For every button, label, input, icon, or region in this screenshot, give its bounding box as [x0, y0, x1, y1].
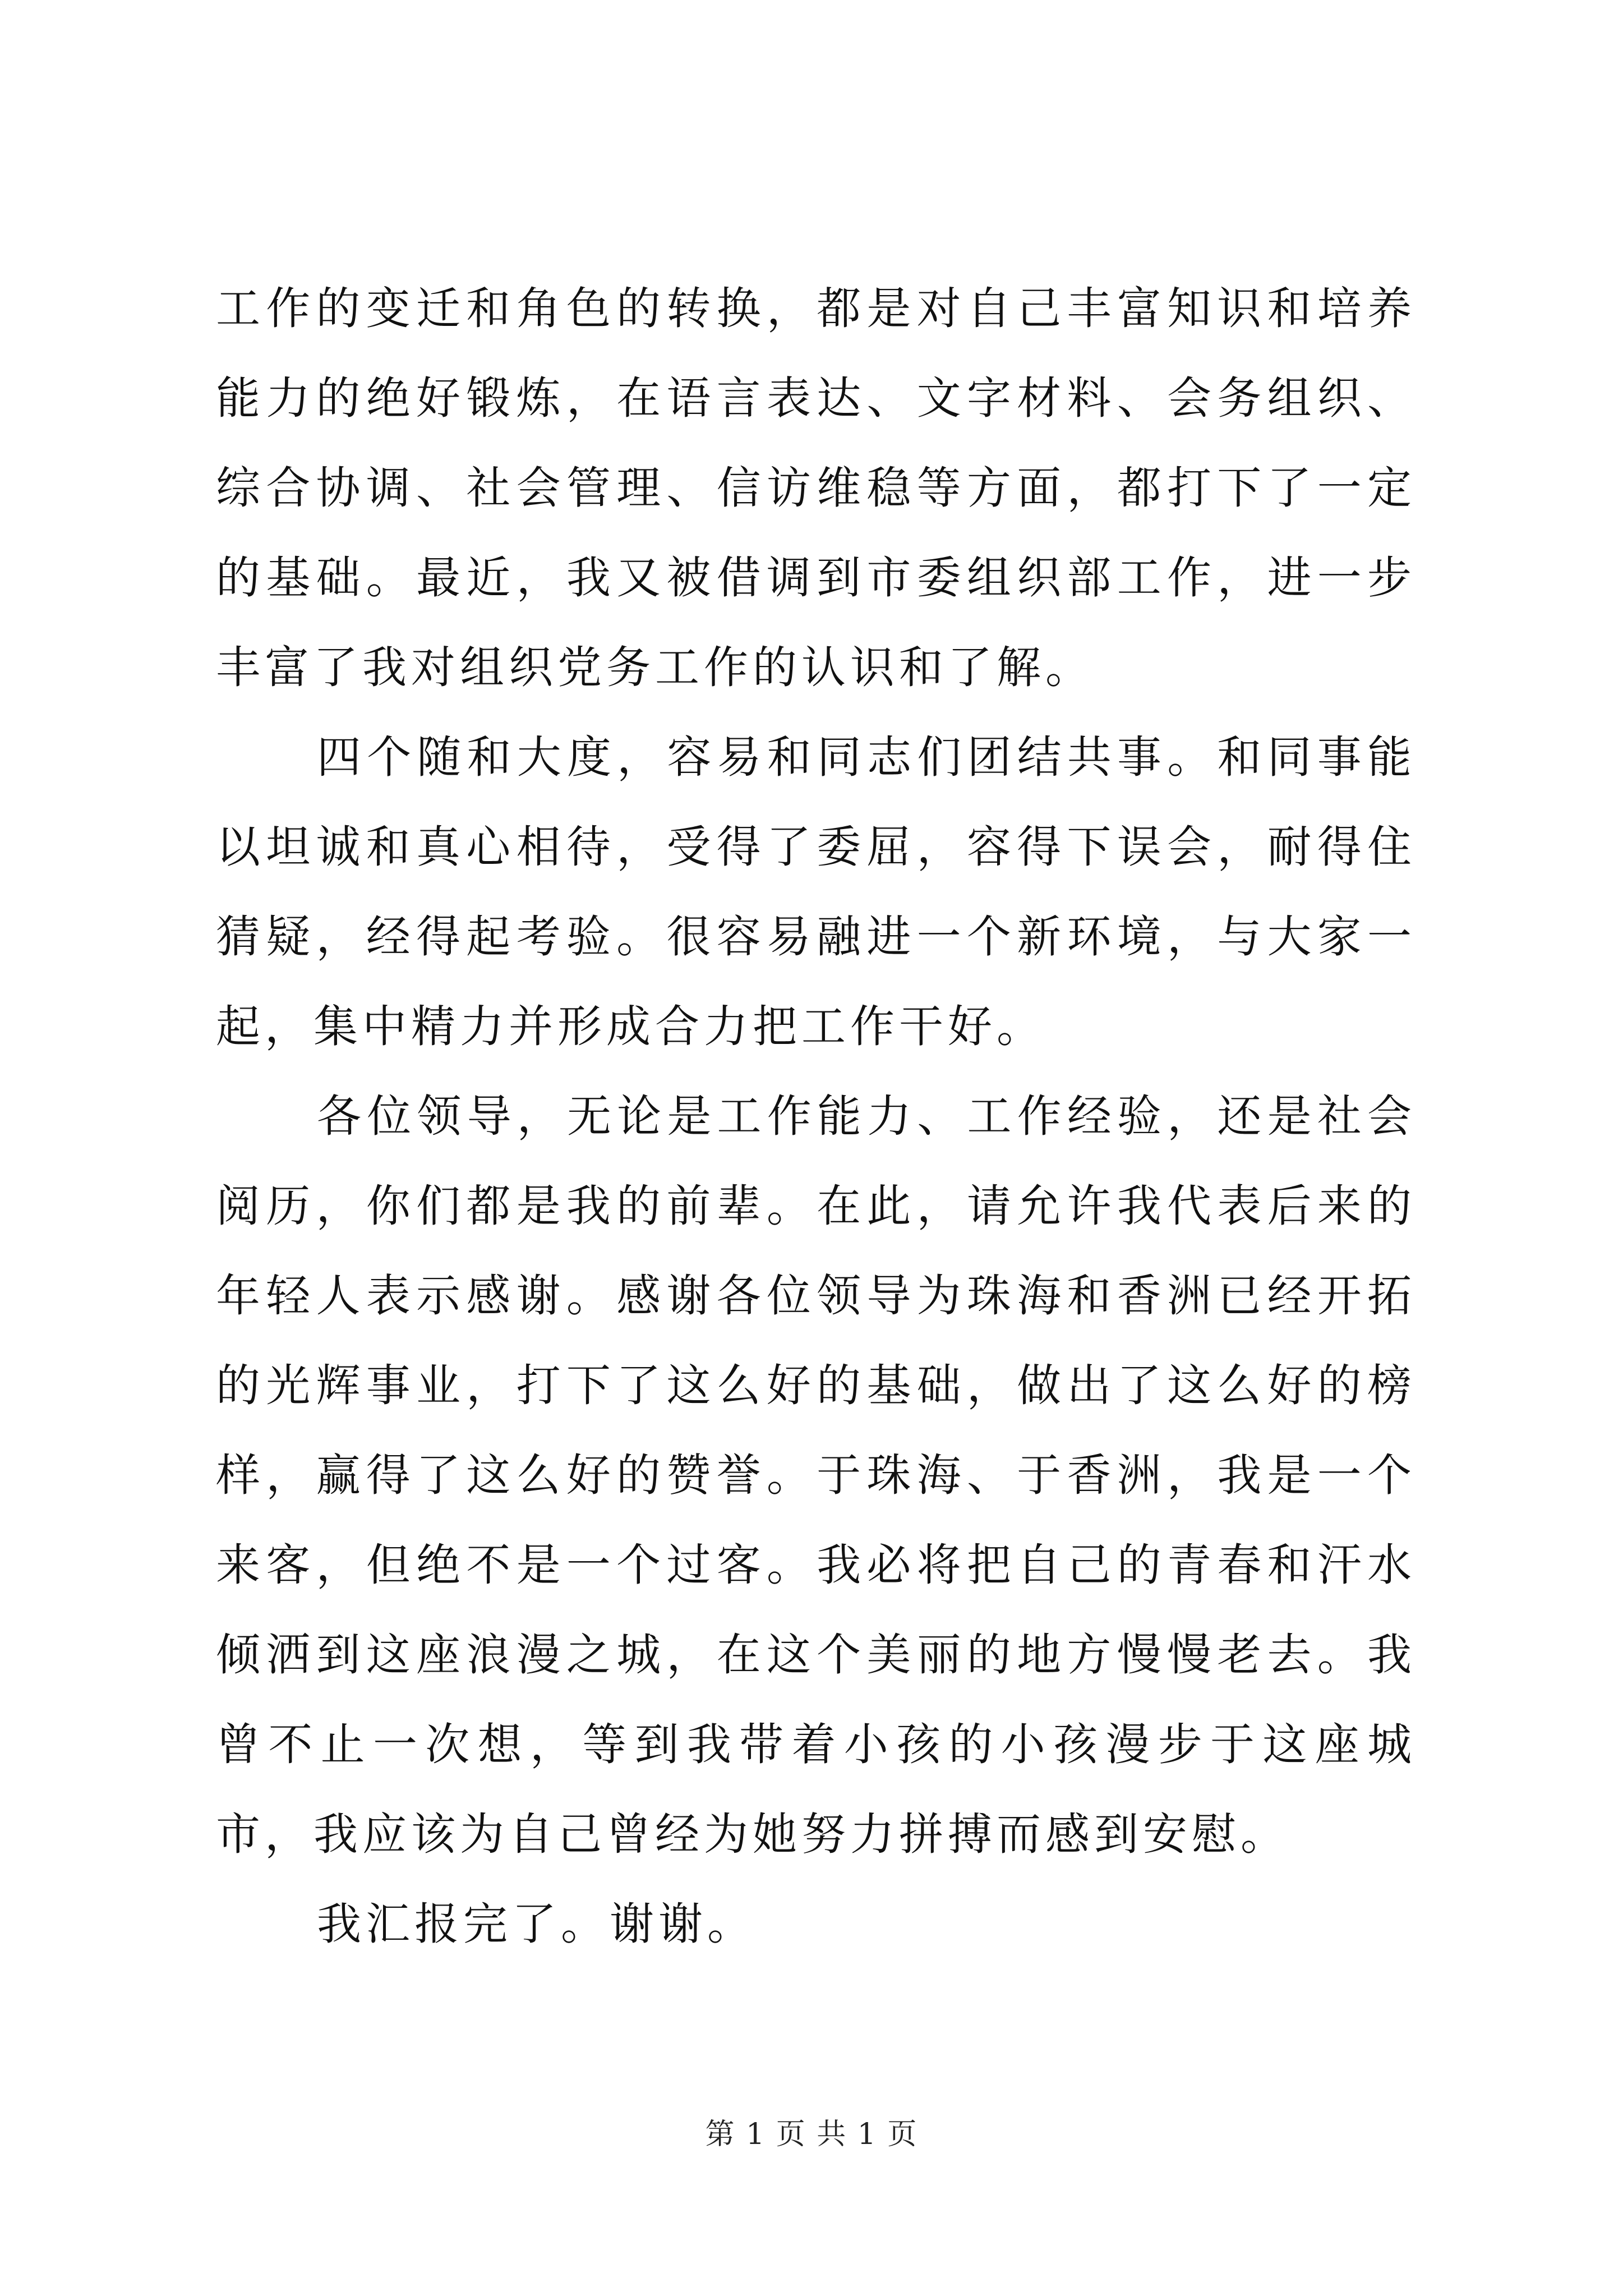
document-body — [216, 264, 1416, 1969]
paragraph-3: 各位领导，无论是工作能力、工作经验，还是社会阅历，你们都是我的前辈。在此，请允许我代表后来的年轻人表示感谢。感谢各位领导为珠海和香洲已经开拓的光辉事业，打下了这么好的基础，做出了这么好的榜样，赢得了这么好的赞誉。于珠海、于香洲，我是一个来客，但绝不是一个过客。我必将把自己的青春和汗水倾洒到这座浪漫之城，在这个美丽的地方慢慢老去。我曾不止一次想，等到我带着小孩的小孩漫步于这座城市，我应该为自己曾经为她努力拼搏而感到安慰。 — [216, 1091, 1416, 1860]
page-footer: 第 1 页 共 1 页 — [705, 2118, 918, 2151]
paragraph-2: 四个随和大度，容易和同志们团结共事。和同事能以坦诚和真心相待，受得了委屈，容得下误会，耐得住猜疑，经得起考验。很容易融进一个新环境，与大家一起，集中精力并形成合力把工作干好。 — [216, 731, 1416, 1052]
paragraph-1: 工作的变迁和角色的转换，都是对自己丰富知识和培养能力的绝好锻炼，在语言表达、文字材料、会务组织、综合协调、社会管理、信访维稳等方面，都打下了一定的基础。最近，我又被借调到市委组织部工作，进一步丰富了我对组织党务工作的认识和了解。 — [216, 283, 1416, 693]
paragraph-4: 我汇报完了。谢谢。 — [317, 1898, 756, 1950]
